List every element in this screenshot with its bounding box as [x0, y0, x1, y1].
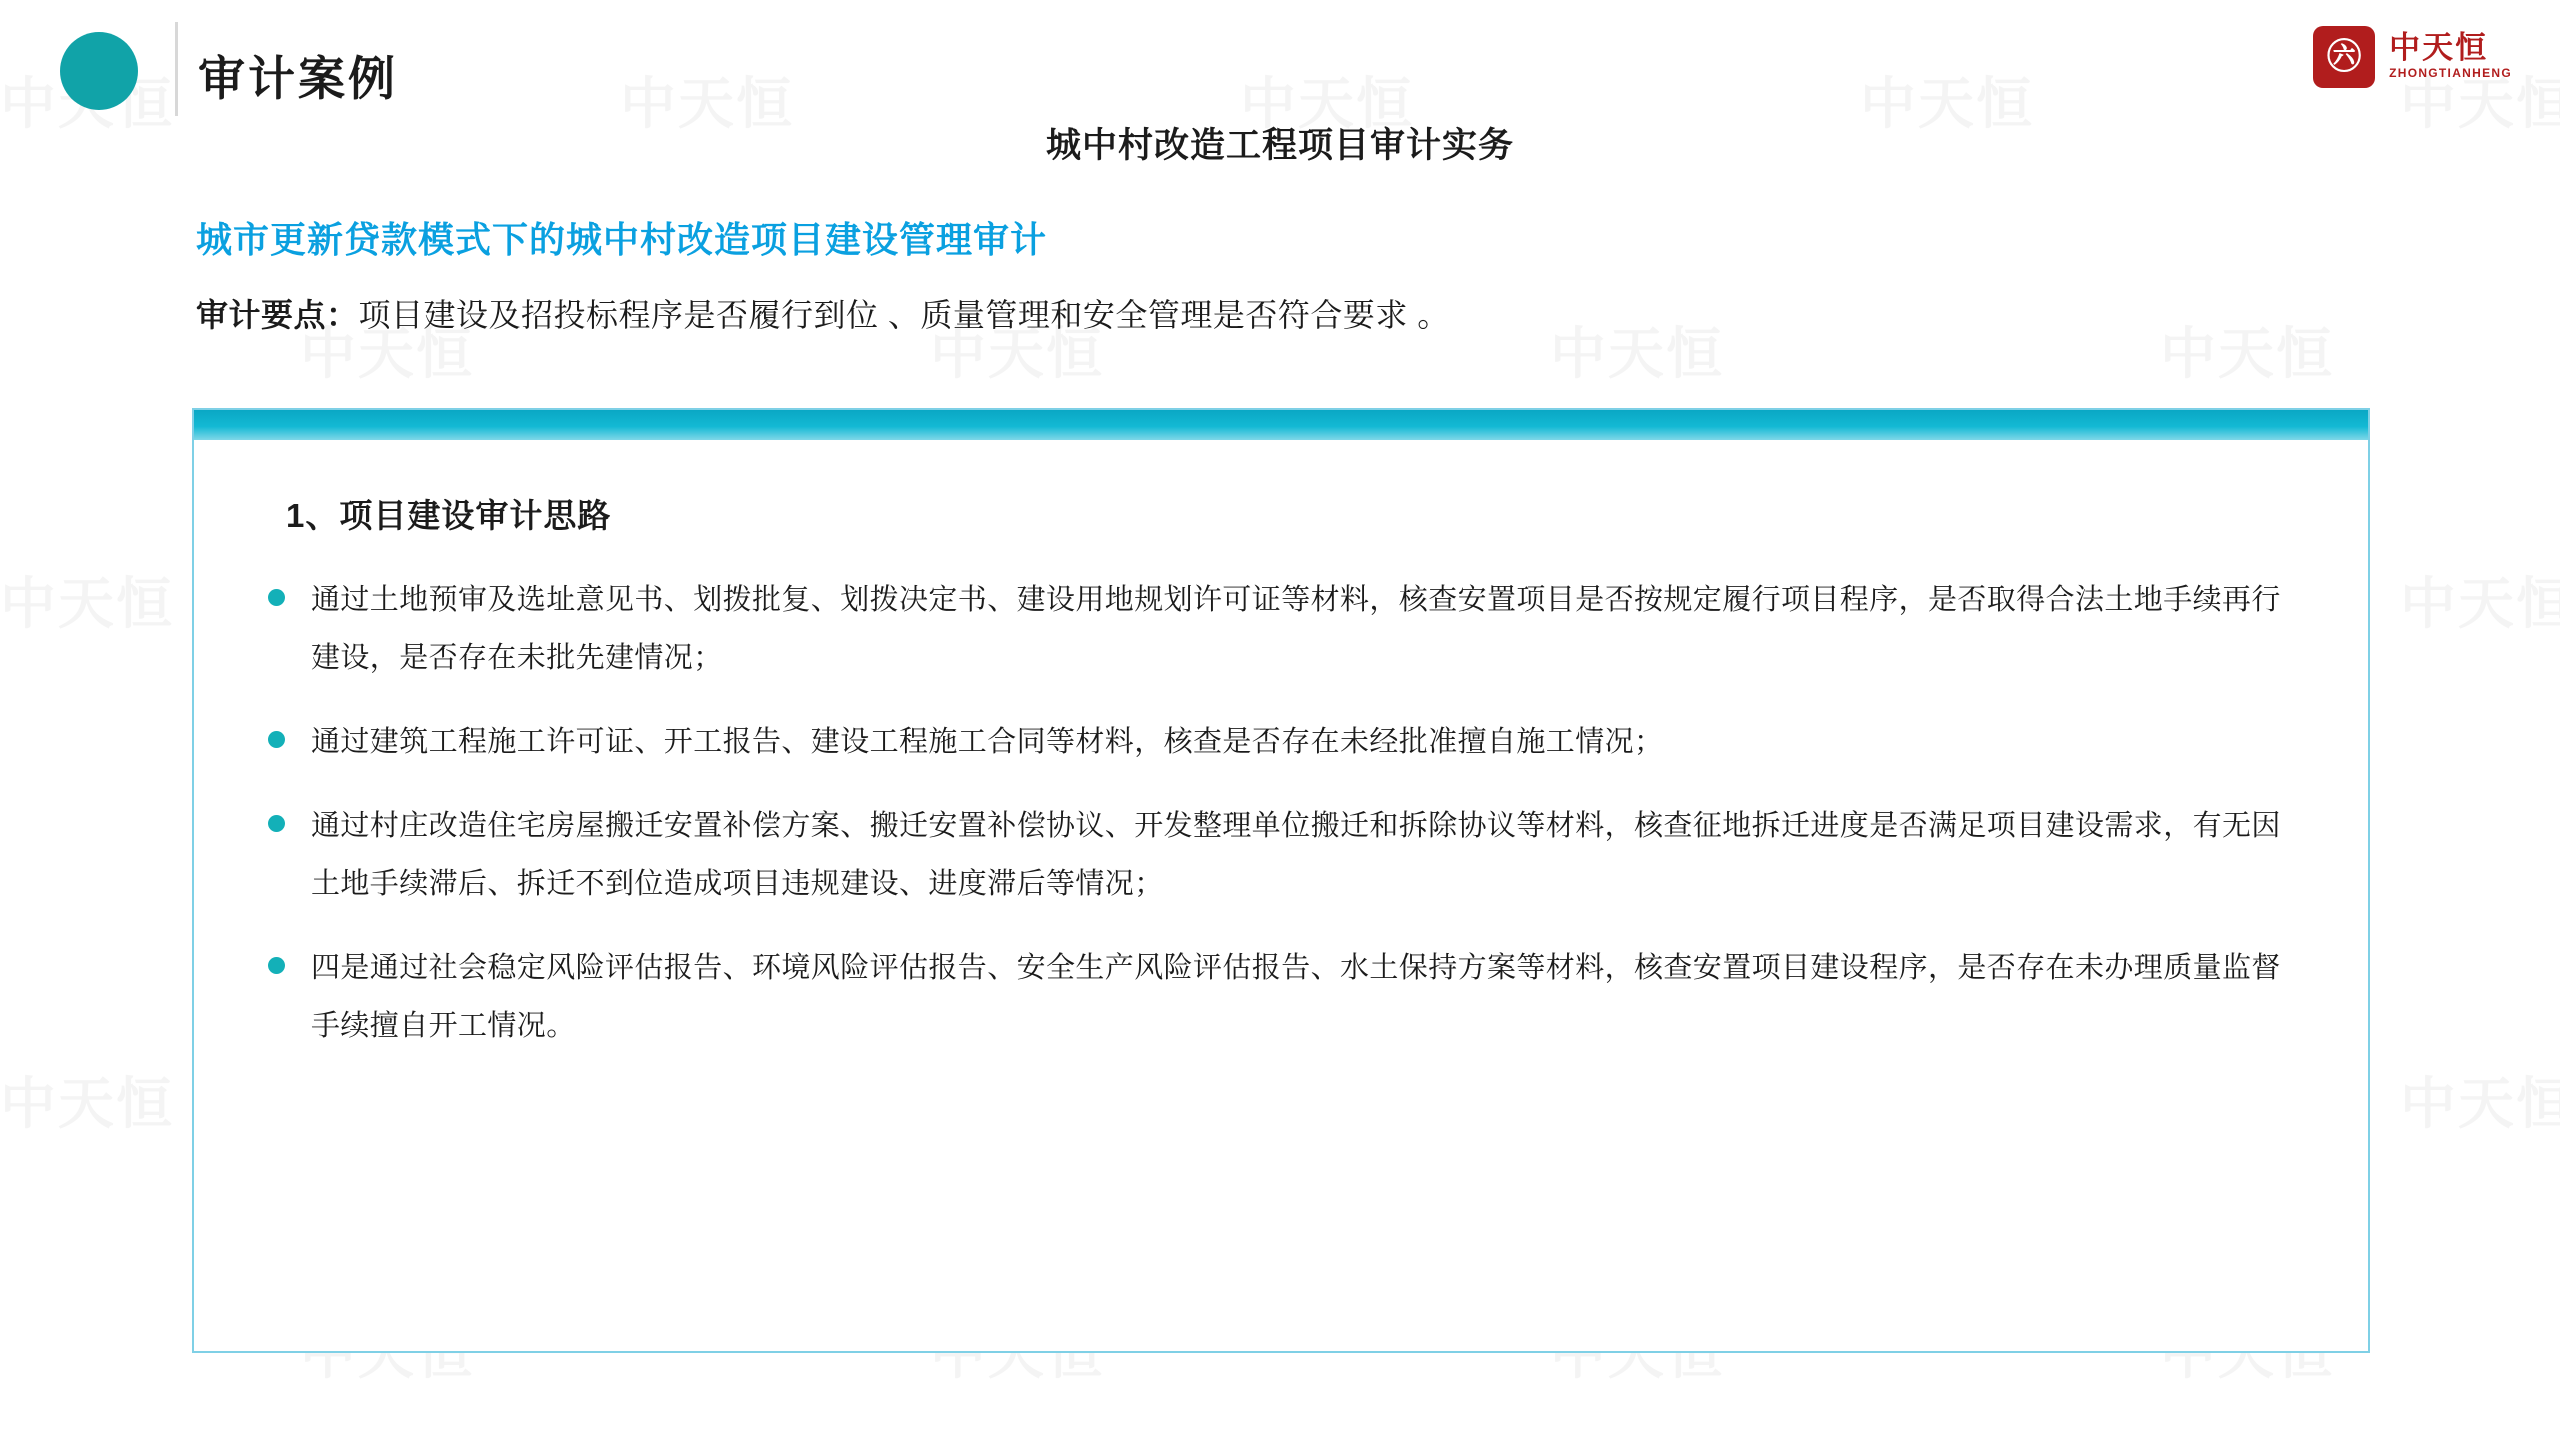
audit-keypoint-text: 项目建设及招投标程序是否履行到位 、质量管理和安全管理是否符合要求 。	[358, 297, 1450, 333]
header-badge-label: 审计案例	[198, 52, 398, 105]
logo-glyph: ㊅	[2327, 38, 2362, 76]
list-item-text: 通过村庄改造住宅房屋搬迁安置补偿方案、搬迁安置补偿协议、开发整理单位搬迁和拆除协议等材料，核查征地拆迁进度是否满足项目建设需求，有无因土地手续滞后、拆迁不到位造成项目违规建设、进度滞后等情况；	[311, 810, 2281, 900]
list-item	[268, 713, 2310, 771]
logo-name-en: ZHONGTIANHENG	[2389, 65, 2512, 80]
bullet-dot-icon	[268, 815, 285, 832]
bullet-dot-icon	[268, 589, 285, 606]
audit-keypoint	[196, 290, 1450, 336]
header-divider	[175, 22, 178, 116]
bullet-dot-icon	[268, 731, 285, 748]
audit-keypoint-label: 审计要点：	[196, 297, 359, 333]
list-item-text: 四是通过社会稳定风险评估报告、环境风险评估报告、安全生产风险评估报告、水土保持方案等材料，核查安置项目建设程序，是否存在未办理质量监督手续擅自开工情况。	[311, 952, 2281, 1042]
card-top-accent-bar	[194, 410, 2368, 440]
logo-text	[2389, 32, 2512, 81]
card-content	[194, 440, 2368, 1351]
section-subtitle: 城市更新贷款模式下的城中村改造项目建设管理审计	[196, 219, 1048, 260]
brand-logo	[2313, 26, 2512, 88]
header-accent-dot	[60, 32, 138, 110]
audit-bullet-list	[268, 571, 2310, 1055]
card-section-heading: 1、项目建设审计思路	[286, 497, 612, 534]
bullet-dot-icon	[268, 957, 285, 974]
page-title: 城中村改造工程项目审计实务	[1045, 126, 1514, 165]
logo-name-cn: 中天恒	[2389, 30, 2489, 66]
list-item	[268, 939, 2310, 1055]
list-item-text: 通过土地预审及选址意见书、划拨批复、划拨决定书、建设用地规划许可证等材料，核查安置项目是否按规定履行项目程序，是否取得合法土地手续再行建设，是否存在未批先建情况；	[311, 584, 2281, 674]
logo-mark-icon	[2313, 26, 2375, 88]
list-item-text: 通过建筑工程施工许可证、开工报告、建设工程施工合同等材料，核查是否存在未经批准擅自施工情况；	[311, 726, 1664, 758]
list-item	[268, 571, 2310, 687]
list-item	[268, 797, 2310, 913]
content-card	[192, 408, 2370, 1353]
